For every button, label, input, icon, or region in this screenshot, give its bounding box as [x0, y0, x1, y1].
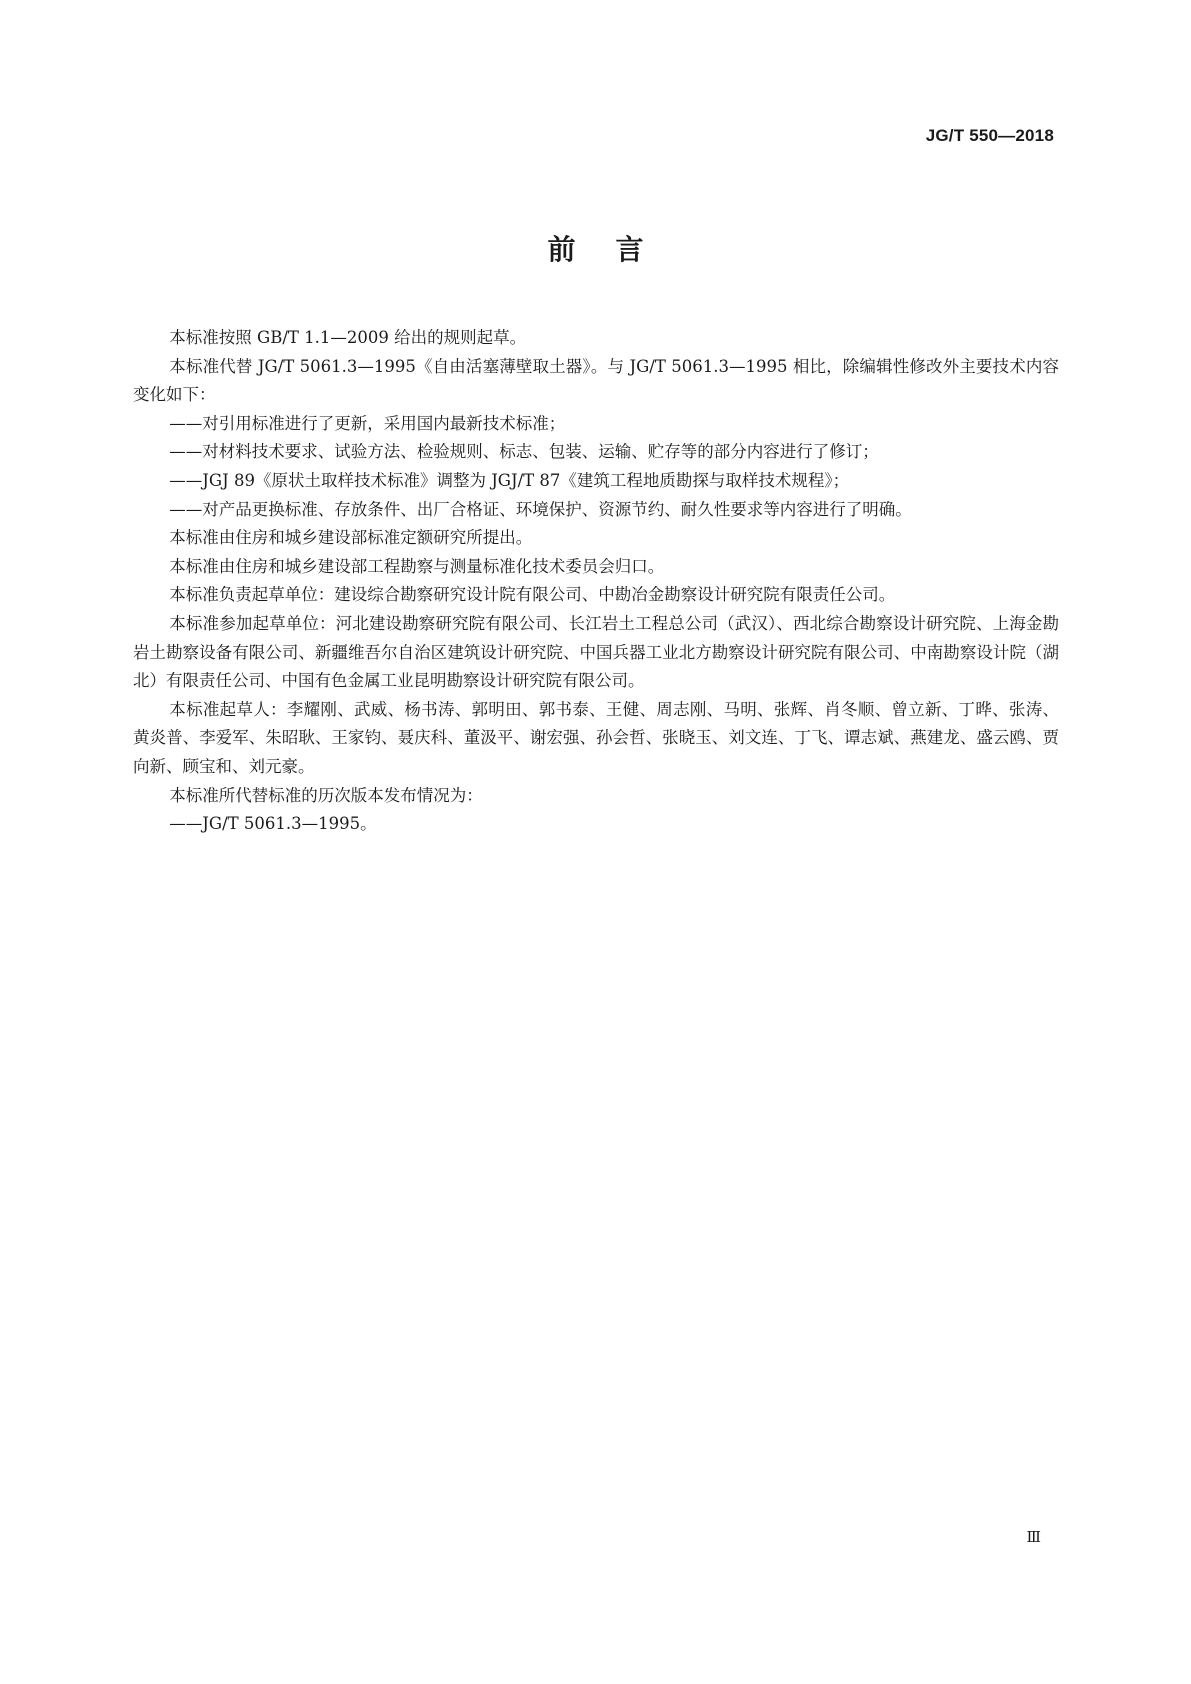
- history-item: ——JG/T 5061.3—1995。: [169, 814, 377, 834]
- change-item: ——对材料技术要求、试验方法、检验规则、标志、包装、运输、贮存等的部分内容进行了修订；: [169, 442, 879, 462]
- change-item: ——对引用标准进行了更新，采用国内最新技术标准；: [169, 413, 566, 433]
- paragraph-drafting-rules: 本标准按照 GB/T 1.1—2009 给出的规则起草。: [169, 328, 527, 347]
- change-item: ——JGJ 89《原状土取样技术标准》调整为 JGJ/T 87《建筑工程地质勘探与取样技术规程》；: [169, 470, 850, 490]
- paragraph-drafters-names: 本标准起草人：李耀刚、武威、杨书涛、郭明田、郭书泰、王健、周志刚、马明、张辉、肖冬顺、曾立新、丁晔、张涛、黄炎普、李爱军、朱昭耿、王家钧、聂庆科、董汲平、谢宏强、孙会哲、张晓玉、刘文连、丁飞、谭志斌、燕建龙、盛云鸥、贾向新、顾宝和、刘元豪。: [133, 699, 1059, 776]
- page-number: Ⅲ: [1026, 1528, 1041, 1546]
- change-item: ——对产品更换标准、存放条件、出厂合格证、环境保护、资源节约、耐久性要求等内容进行了明确。: [169, 499, 912, 519]
- paragraph-history-intro: 本标准所代替标准的历次版本发布情况为：: [169, 785, 483, 805]
- foreword-body: [133, 324, 1059, 839]
- page-title: 前言: [547, 233, 684, 266]
- paragraph-replacement: 本标准代替 JG/T 5061.3—1995《自由活塞薄壁取土器》。与 JG/T 5061.3—1995 相比，除编辑性修改外主要技术内容变化如下：: [133, 356, 1059, 405]
- paragraph-proposer: 本标准由住房和城乡建设部标准定额研究所提出。: [169, 528, 533, 548]
- paragraph-participating-drafters: 本标准参加起草单位：河北建设勘察研究院有限公司、长江岩土工程总公司（武汉）、西北综合勘察设计研究院、上海金勘岩土勘察设备有限公司、新疆维吾尔自治区建筑设计研究院、中国兵器工业北方勘察设计研究院有限公司、中南勘察设计院（湖北）有限责任公司、中国有色金属工业昆明勘察设计研究院有限公司。: [133, 613, 1059, 691]
- paragraph-lead-drafters: 本标准负责起草单位：建设综合勘察研究设计院有限公司、中勘冶金勘察设计研究院有限责任公司。: [169, 585, 896, 605]
- paragraph-administrator: 本标准由住房和城乡建设部工程勘察与测量标准化技术委员会归口。: [169, 556, 665, 576]
- standard-code: JG/T 550—2018: [925, 126, 1054, 145]
